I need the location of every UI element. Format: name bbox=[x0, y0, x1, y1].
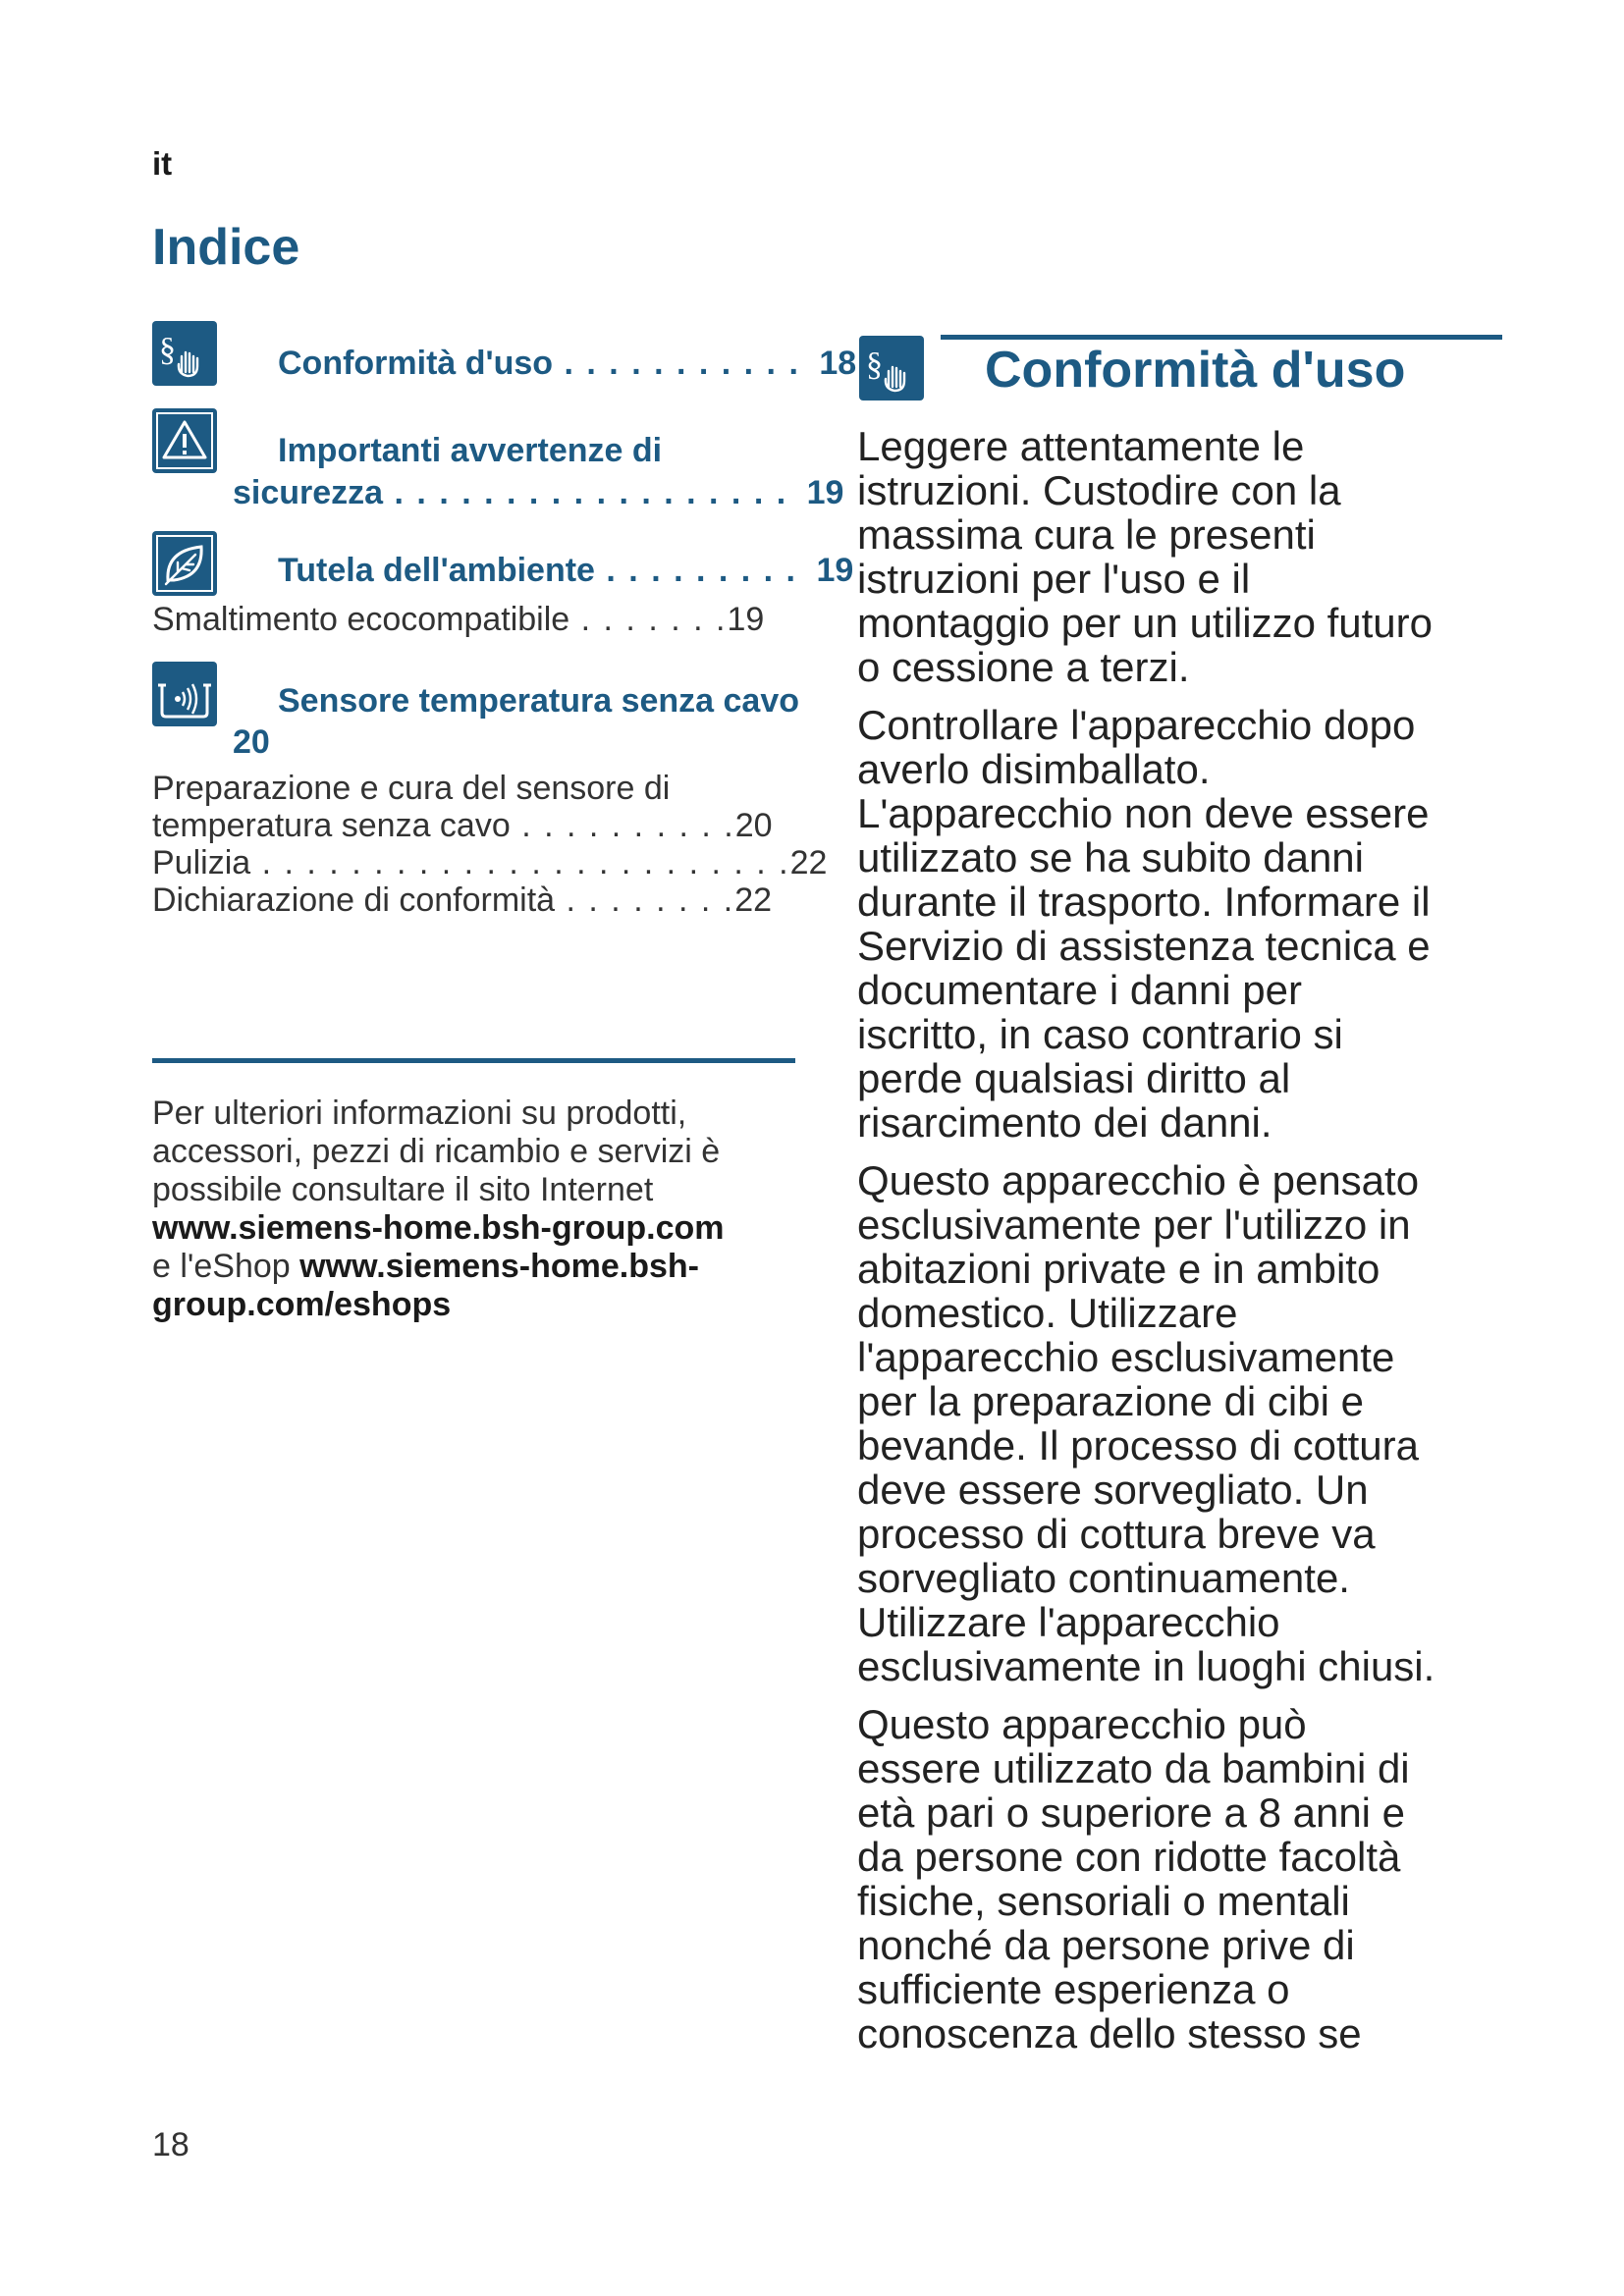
body-line: domestico. Utilizzare bbox=[857, 1290, 1238, 1336]
paragraph-hand-icon bbox=[859, 336, 924, 400]
toc-label: Tutela dell'ambiente bbox=[278, 552, 595, 589]
toc-link-ambiente[interactable] bbox=[278, 549, 853, 592]
info-line: accessori, pezzi di ricambio e servizi è bbox=[152, 1133, 721, 1170]
section-body bbox=[857, 424, 1510, 2069]
body-paragraph bbox=[857, 1702, 1510, 2056]
toc-page: 19 bbox=[816, 552, 854, 589]
body-line: L'apparecchio non deve essere bbox=[857, 790, 1430, 836]
body-line: Questo apparecchio può bbox=[857, 1701, 1307, 1747]
toc-link-sensore[interactable]: Sensore temperatura senza cavo bbox=[278, 682, 800, 720]
page-title: Indice bbox=[152, 219, 300, 276]
body-line: conoscenza dello stesso se bbox=[857, 2010, 1362, 2056]
toc-link-smaltimento[interactable] bbox=[152, 601, 764, 638]
body-line: Controllare l'apparecchio dopo bbox=[857, 702, 1416, 748]
body-line: fisiche, sensoriali o mentali bbox=[857, 1878, 1350, 1924]
toc-dots: . . . . . . . . . bbox=[594, 552, 798, 589]
body-line: per la preparazione di cibi e bbox=[857, 1378, 1364, 1424]
toc-label: Conformità d'uso bbox=[278, 345, 554, 382]
body-line: Leggere attentamente le bbox=[857, 423, 1305, 469]
toc-label: temperatura senza cavo bbox=[152, 807, 511, 844]
toc-dots: . . . . . . . bbox=[569, 601, 728, 638]
body-line: Utilizzare l'apparecchio bbox=[857, 1599, 1280, 1645]
toc-link-conformita[interactable] bbox=[278, 342, 856, 385]
wireless-sensor-icon bbox=[152, 662, 217, 726]
page-number: 18 bbox=[152, 2126, 189, 2163]
body-line: perde qualsiasi diritto al bbox=[857, 1055, 1291, 1101]
body-line: processo di cottura breve va bbox=[857, 1511, 1376, 1557]
toc-link-dichiarazione[interactable] bbox=[152, 881, 772, 919]
info-line: e l'eShop bbox=[152, 1248, 300, 1285]
body-line: abitazioni private e in ambito bbox=[857, 1246, 1380, 1292]
toc-link-pulizia[interactable] bbox=[152, 844, 827, 881]
body-line: montaggio per un utilizzo futuro bbox=[857, 600, 1434, 646]
toc-label: Smaltimento ecocompatibile bbox=[152, 601, 570, 638]
body-line: durante il trasporto. Informare il bbox=[857, 879, 1431, 925]
toc-dots: . . . . . . . . . . . bbox=[553, 345, 800, 382]
body-line: Servizio di assistenza tecnica e bbox=[857, 923, 1431, 969]
toc-dots: . . . . . . . . . . . . . . . . . . bbox=[383, 474, 788, 511]
svg-text:§: § bbox=[866, 347, 883, 383]
body-line: età pari o superiore a 8 anni e bbox=[857, 1789, 1406, 1836]
toc-label: sicurezza bbox=[233, 474, 384, 511]
body-line: averlo disimballato. bbox=[857, 746, 1211, 792]
body-line: Questo apparecchio è pensato bbox=[857, 1157, 1420, 1203]
toc-page-sensore: 20 bbox=[233, 723, 270, 761]
toc-label: Pulizia bbox=[152, 844, 251, 881]
body-paragraph bbox=[857, 1158, 1510, 1688]
body-line: istruzioni. Custodire con la bbox=[857, 467, 1341, 513]
body-line: documentare i danni per bbox=[857, 967, 1302, 1013]
toc-label: Dichiarazione di conformità bbox=[152, 881, 556, 919]
toc-page: 22 bbox=[789, 844, 828, 881]
body-line: deve essere sorvegliato. Un bbox=[857, 1467, 1369, 1513]
toc-page: 19 bbox=[727, 601, 765, 638]
section-header-rule bbox=[941, 335, 1502, 340]
body-line: risarcimento dei danni. bbox=[857, 1099, 1272, 1146]
language-code: it bbox=[152, 145, 173, 182]
toc-dots: . . . . . . . . . . . . . . . . . . . . . . . . bbox=[250, 844, 790, 881]
info-line: possibile consultare il sito Internet bbox=[152, 1171, 654, 1208]
toc-page: 19 bbox=[806, 474, 844, 511]
body-line: sorvegliato continuamente. bbox=[857, 1555, 1350, 1601]
toc-page: 20 bbox=[734, 807, 773, 844]
toc-dots: . . . . . . . . bbox=[555, 881, 735, 919]
body-line: istruzioni per l'uso e il bbox=[857, 556, 1251, 602]
body-line: l'apparecchio esclusivamente bbox=[857, 1334, 1395, 1380]
website-link[interactable]: www.siemens-home.bsh-group.com bbox=[152, 1209, 725, 1247]
info-line: Per ulteriori informazioni su prodotti, bbox=[152, 1095, 687, 1132]
eshop-link-part2[interactable]: group.com/eshops bbox=[152, 1286, 452, 1323]
warning-icon bbox=[152, 408, 217, 473]
body-line: da persone con ridotte facoltà bbox=[857, 1834, 1401, 1880]
toc-dots: . . . . . . . . . . bbox=[510, 807, 735, 844]
body-line: o cessione a terzi. bbox=[857, 644, 1190, 690]
body-paragraph bbox=[857, 424, 1510, 689]
body-line: bevande. Il processo di cottura bbox=[857, 1422, 1420, 1468]
section-divider bbox=[152, 1058, 795, 1063]
body-line: essere utilizzato da bambini di bbox=[857, 1745, 1410, 1791]
info-block bbox=[152, 1095, 820, 1324]
toc-link-preparazione[interactable] bbox=[152, 807, 773, 844]
paragraph-hand-icon bbox=[152, 321, 217, 386]
toc-sub-preparazione-line1: Preparazione e cura del sensore di bbox=[152, 770, 671, 807]
body-paragraph bbox=[857, 703, 1510, 1145]
body-line: utilizzato se ha subito danni bbox=[857, 834, 1364, 881]
section-title: Conformità d'uso bbox=[985, 342, 1406, 399]
body-line: nonché da persone prive di bbox=[857, 1922, 1355, 1968]
body-line: sufficiente esperienza o bbox=[857, 1966, 1290, 2012]
body-line: massima cura le presenti bbox=[857, 511, 1316, 558]
body-line: esclusivamente in luoghi chiusi. bbox=[857, 1643, 1435, 1689]
toc-page: 22 bbox=[734, 881, 773, 919]
body-line: esclusivamente per l'utilizzo in bbox=[857, 1201, 1411, 1248]
toc-link-avvertenze-line1[interactable]: Importanti avvertenze di bbox=[278, 432, 663, 469]
toc-page: 18 bbox=[819, 345, 857, 382]
svg-text:§: § bbox=[159, 332, 176, 368]
eshop-link-part1[interactable]: www.siemens-home.bsh- bbox=[299, 1248, 699, 1285]
toc-link-avvertenze-line2[interactable] bbox=[233, 471, 843, 514]
leaf-icon bbox=[152, 531, 217, 596]
body-line: iscritto, in caso contrario si bbox=[857, 1011, 1343, 1057]
